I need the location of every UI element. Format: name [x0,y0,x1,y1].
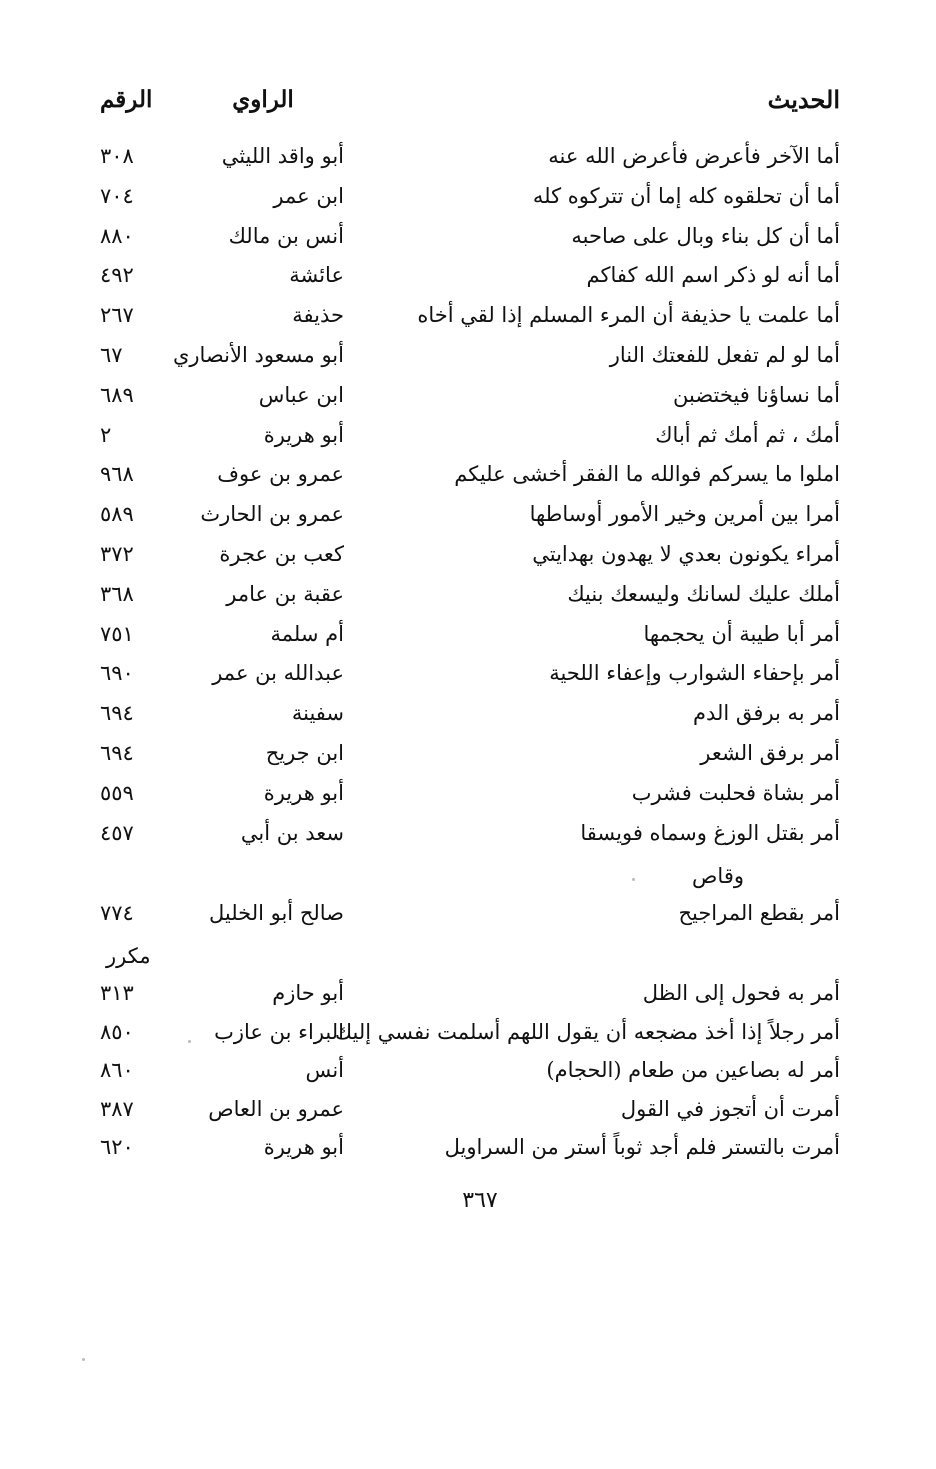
narrator-name: عقبة بن عامر [226,581,344,606]
hadith-number: ٩٦٨ [100,462,134,487]
hadith-number: ٧٠٤ [100,183,134,208]
narrator-name: أبو واقد الليثي [221,144,344,168]
hadith-number: ٦٨٩ [100,382,134,407]
hadith-number: ٤٩٢ [100,263,134,288]
hadith-number: ٣١٣ [100,981,134,1005]
hadith-text: أمر به فحول إلى الظل [642,981,840,1005]
header-number: الرقم [100,86,153,113]
hadith-number: ٦٧ [100,343,123,367]
hadith-text: أمر له بصاعين من طعام (الحجام) [546,1058,840,1082]
hadith-text: أملك عليك لسانك وليسعك بنيك [567,581,840,606]
table-row [100,773,840,813]
hadith-number: ٣٧٢ [100,542,134,566]
table-row [100,534,840,574]
table-row [100,813,840,853]
hadith-text: أمر به برفق الدم [692,701,840,726]
hadith-text: أمر بقطع المراجيح [678,901,840,925]
narrator-name: البراء بن عازب [214,1019,344,1044]
hadith-text: أمر أبا طيبة أن يحجمها [643,621,840,646]
hadith-number: ٣٠٨ [100,144,134,168]
narrator-name: صالح أبو الخليل [208,901,344,925]
hadith-text: أما الآخر فأعرض فأعرض الله عنه [548,144,840,168]
hadith-text: أما لو لم تفعل للفعتك النار [609,343,840,367]
hadith-number: ٥٨٩ [100,502,134,527]
narrator-name: سفينة [291,701,344,726]
hadith-number: ٢٦٧ [100,303,134,328]
hadith-number: ٧٥١ [100,621,134,646]
hadith-text: أمرت بالتستر فلم أجد ثوباً أستر من السراويل [444,1135,840,1159]
hadith-number: ٧٧٤ [100,901,134,925]
hadith-number: ٦٩٤ [100,701,134,726]
hadith-text: أمراء يكونون بعدي لا يهدون بهدايتي [532,542,840,566]
narrator-name: أنس [305,1058,344,1082]
table-row [100,614,840,654]
hadith-number: ٢ [100,422,112,447]
hadith-text: أمك ، ثم أمك ثم أباك [655,422,840,447]
hadith-number: ٦٢٠ [100,1135,134,1159]
hadith-number: ٨٨٠ [100,223,134,248]
hadith-number: ٣٨٧ [100,1096,134,1121]
hadith-number: ٦٩٠ [100,661,134,686]
hadith-text: أمر بشاة فحلبت فشرب [631,780,840,805]
hadith-text: أمر بإحفاء الشوارب وإعفاء اللحية [549,661,840,686]
table-row [100,295,840,335]
hadith-text: أمر رجلاً إذا أخذ مضجعه أن يقول اللهم أسلمت نفسي إليك [334,1019,840,1044]
table-row [100,1012,840,1052]
narrator-name: أبو هريرة [263,780,344,805]
narrator-name: ابن عباس [258,382,344,407]
table-header [100,80,840,120]
hadith-text: أمرت أن أتجوز في القول [620,1096,840,1121]
hadith-text: املوا ما يسركم فوالله ما الفقر أخشى عليكم [454,462,840,487]
hadith-text: أما علمت يا حذيفة أن المرء المسلم إذا لقي أخاه [417,303,840,328]
narrator-name: سعد بن أبي [240,820,344,845]
narrator-name: أم سلمة [270,621,344,646]
table-row [100,375,840,415]
header-hadith: الحديث [767,85,840,114]
narrator-continuation: وقاص [692,864,744,888]
table-row [100,574,840,614]
table-row [100,176,840,216]
table-row [100,893,840,933]
narrator-name: أبو هريرة [263,422,344,447]
narrator-name: عبدالله بن عمر [212,661,344,686]
table-row [100,653,840,693]
narrator-name: ابن جريح [265,741,344,765]
narrator-name: عمرو بن الحارث [200,502,344,527]
table-row [100,693,840,733]
narrator-name: عائشة [289,263,344,288]
table-row [100,1050,840,1090]
narrator-name: أبو حازم [272,981,344,1005]
table-row [100,1127,840,1167]
number-continuation: مكرر [106,944,151,968]
narrator-name: عمرو بن العاص [208,1096,344,1121]
table-row [100,1089,840,1129]
narrator-name: ابن عمر [273,183,344,208]
header-narrator: الراوي [232,86,294,113]
table-row [100,216,840,256]
hadith-number: ٥٥٩ [100,780,134,805]
table-row [100,454,840,494]
table-row [100,335,840,375]
hadith-text: أمر برفق الشعر [700,741,840,765]
hadith-text: أمر بقتل الوزغ وسماه فويسقا [580,820,840,845]
page-number: ٣٦٧ [462,1188,498,1213]
hadith-text: أما أن تحلقوه كله إما أن تتركوه كله [532,183,840,208]
hadith-number: ٣٦٨ [100,581,134,606]
table-row [100,255,840,295]
narrator-name: أبو مسعود الأنصاري [172,343,344,367]
narrator-name: أنس بن مالك [228,223,344,248]
hadith-text: أما أن كل بناء وبال على صاحبه [571,223,840,248]
scan-speck [188,1040,191,1043]
scan-speck [82,1358,85,1361]
narrator-name: عمرو بن عوف [217,462,344,487]
hadith-number: ٨٦٠ [100,1058,134,1082]
scan-speck [632,878,635,881]
narrator-name: أبو هريرة [263,1135,344,1159]
narrator-name: حذيفة [292,303,344,328]
hadith-number: ٨٥٠ [100,1019,134,1044]
narrator-name: كعب بن عجرة [219,542,344,566]
hadith-text: أما نساؤنا فيختضبن [673,382,840,407]
table-row [100,973,840,1013]
hadith-number: ٦٩٤ [100,741,134,765]
table-row [100,733,840,773]
hadith-number: ٤٥٧ [100,820,134,845]
table-row [100,136,840,176]
hadith-text: أما أنه لو ذكر اسم الله كفاكم [586,263,840,288]
hadith-text: أمرا بين أمرين وخير الأمور أوساطها [529,502,840,527]
table-row [100,494,840,534]
table-row [100,415,840,455]
